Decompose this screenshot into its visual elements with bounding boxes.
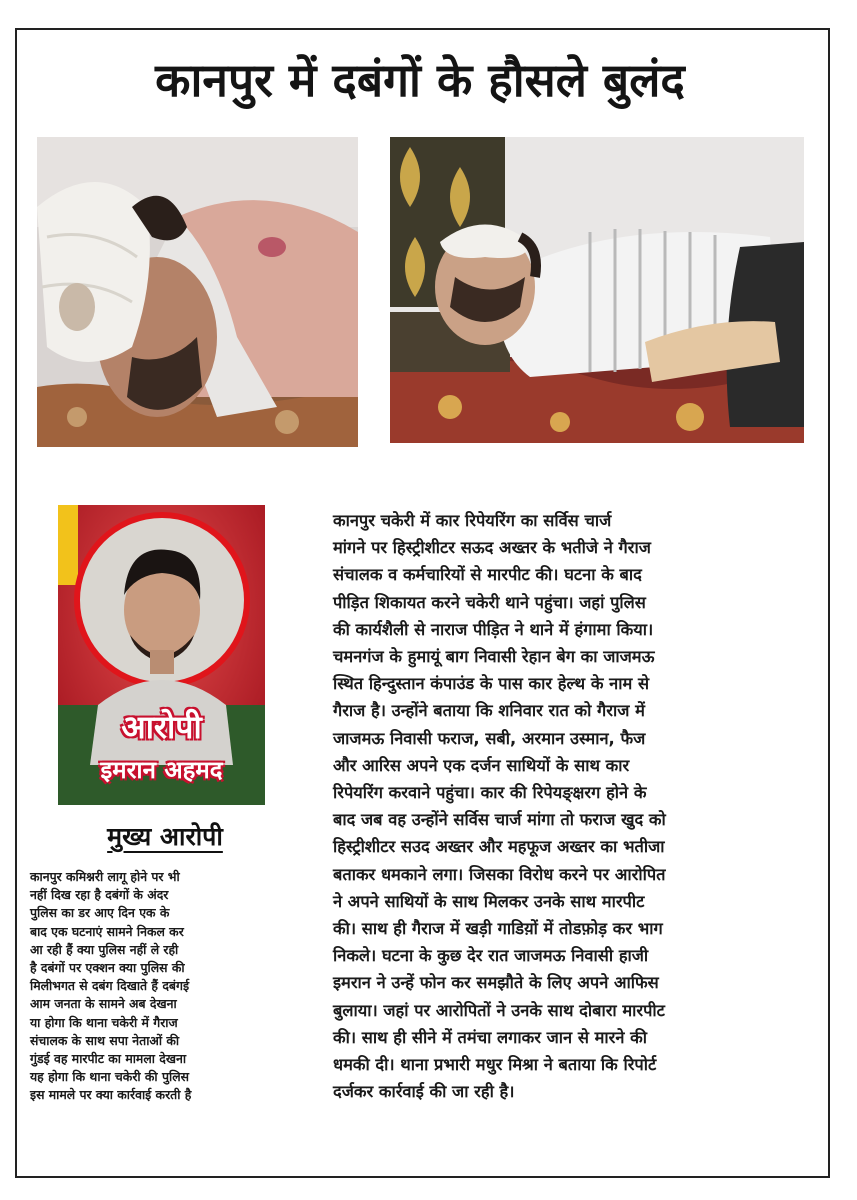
article-body: कानपुर चकेरी में कार रिपेयरिंग का सर्विस चार्ज मांगने पर हिस्ट्रीशीटर सऊद अख्तर के भतीजे ने गैराज संचालक व कर्मचारियों से मारपीट की। घटना के बाद पीड़ित शिकायत करने चकेरी थाने पहुंचा। जहां पुलिस की कार्यशैली से नाराज पीड़ित ने थाने में हंगामा किया। चमनगंज के हुमायूं बाग निवासी रेहान बेग का जाजमऊ स्थित हिन्दुस्तान कंपाउंड के पास कार हेल्थ के नाम से गैराज है। उन्होंने बताया कि शनिवार रात को गैराज में जाजमऊ निवासी फराज, सबी, अरमान उस्मान, फैज और आरिस अपने एक दर्जन साथियों के साथ कार रिपेयरिंग करवाने पहुंचा। कार की रिपेयङ्क्षरग होने के बाद जब वह उन्होंने सर्विस चार्ज मांगा तो फराज खुद को हिस्ट्रीशीटर सउद अख्तर और महफूज अख्तर का भतीजा बताकर धमकाने लगा। जिसका विरोध करने पर आरोपित ने अपने साथियों के साथ मिलकर उनके साथ मारपीट की। साथ ही गैराज में खड़ी गाडिय़ों में तोडफ़ोड़ कर भाग निकले। घटना के कुछ देर रात जाजमऊ निवासी हाजी इमरान ने उन्हें फोन कर समझौते के लिए अपने आफिस बुलाया। जहां पर आरोपितों ने उनके साथ दोबारा मारपीट की। साथ ही सीने में तमंचा लगाकर जान से मारने की धमकी दी। थाना प्रभारी मधुर मिश्रा ने बताया कि रिपोर्ट दर्जकर कार्रवाई की जा रही है। — [333, 511, 666, 1102]
accused-name: इमरान अहमद — [100, 755, 223, 784]
accused-label: आरोपी — [121, 708, 202, 746]
sidebar-article: कानपुर कमिश्नरी लागू होने पर भी नहीं दिख रहा है दबंगों के अंदर पुलिस का डर आए दिन एक के बाद एक घटनाएं सामने निकल कर आ रही हैं क्या पुलिस नहीं ले रही है दबंगों पर एक्शन क्या पुलिस की मिलीभगत से दबंग दिखाते हैं दबंगई आम जनता के सामने अब देखना या होगा कि थाना चकेरी में गैराज संचालक के साथ सपा नेताओं की गुंडई वह मारपीट का मामला देखना यह होगा कि थाना चकेरी की पुलिस इस मामले पर क्या कार्रवाई करती है — [30, 869, 192, 1103]
victim-photo-1 — [37, 137, 358, 447]
victim-photo-2 — [390, 137, 804, 443]
headline: कानपुर में दबंगों के हौसले बुलंद — [155, 53, 685, 107]
main-accused-heading: मुख्य आरोपी — [107, 822, 223, 851]
accused-photo — [58, 505, 265, 805]
